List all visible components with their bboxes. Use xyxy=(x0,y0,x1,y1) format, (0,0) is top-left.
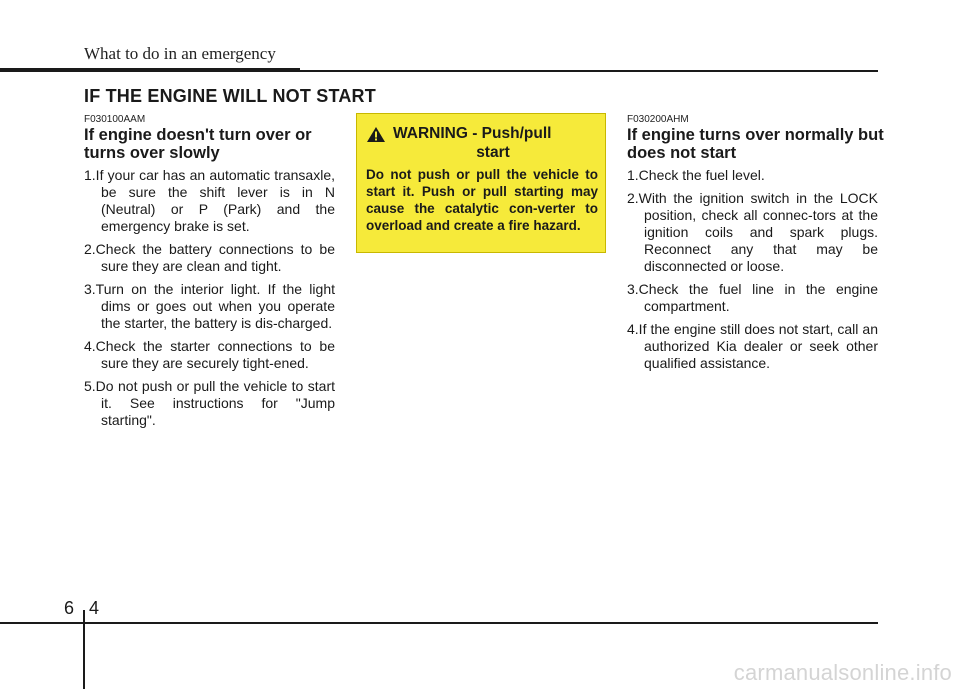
section-title: IF THE ENGINE WILL NOT START xyxy=(84,86,376,106)
warning-box xyxy=(356,113,606,253)
warning-heading: WARNING - Push/pull xyxy=(393,125,552,142)
footer-rule xyxy=(0,622,878,624)
list-item: 2.Check the battery connections to be sure they are clean and tight. xyxy=(84,241,335,274)
list-item: 3.Turn on the interior light. If the light dims or goes out when you operate the starter, the battery is dis-charged. xyxy=(84,281,335,331)
footer-divider xyxy=(83,610,85,689)
chapter-number: 6 xyxy=(64,598,75,618)
list-item: 4.Check the starter connections to be sure they are securely tight-ened. xyxy=(84,338,335,371)
left-section-code: F030100AAM xyxy=(84,114,146,125)
warning-triangle-icon xyxy=(366,126,386,143)
running-title: What to do in an emergency xyxy=(84,44,276,63)
left-section-heading: If engine doesn't turn over or turns over slowly xyxy=(84,126,312,162)
warning-heading-cont: start xyxy=(476,144,510,161)
header-rule-thin xyxy=(300,70,878,72)
list-item: 1.If your car has an automatic transaxle, be sure the shift lever is in N (Neutral) or P (Park) and the emergency brake is set. xyxy=(84,167,335,234)
right-steps-list xyxy=(627,167,878,378)
list-item: 5.Do not push or pull the vehicle to start it. See instructions for "Jump starting". xyxy=(84,378,335,428)
page-number: 4 xyxy=(89,598,100,618)
list-item: 2.With the ignition switch in the LOCK position, check all connec-tors at the ignition coils and spark plugs. Reconnect any that may be disconnected or loose. xyxy=(627,190,878,274)
right-section-heading: If engine turns over normally but does not start xyxy=(627,126,884,162)
right-section-code: F030200AHM xyxy=(627,114,689,125)
list-item: 1.Check the fuel level. xyxy=(627,167,765,183)
watermark: carmanualsonline.info xyxy=(733,660,952,685)
header-rule-thick xyxy=(0,68,300,72)
warning-text: Do not push or pull the vehicle to start it. Push or pull starting may cause the catalytic con-verter to overload and create a fire hazard. xyxy=(366,167,598,233)
list-item: 3.Check the fuel line in the engine compartment. xyxy=(627,281,878,314)
list-item: 4.If the engine still does not start, call an authorized Kia dealer or seek other qualified assistance. xyxy=(627,321,878,371)
left-steps-list xyxy=(84,167,335,435)
